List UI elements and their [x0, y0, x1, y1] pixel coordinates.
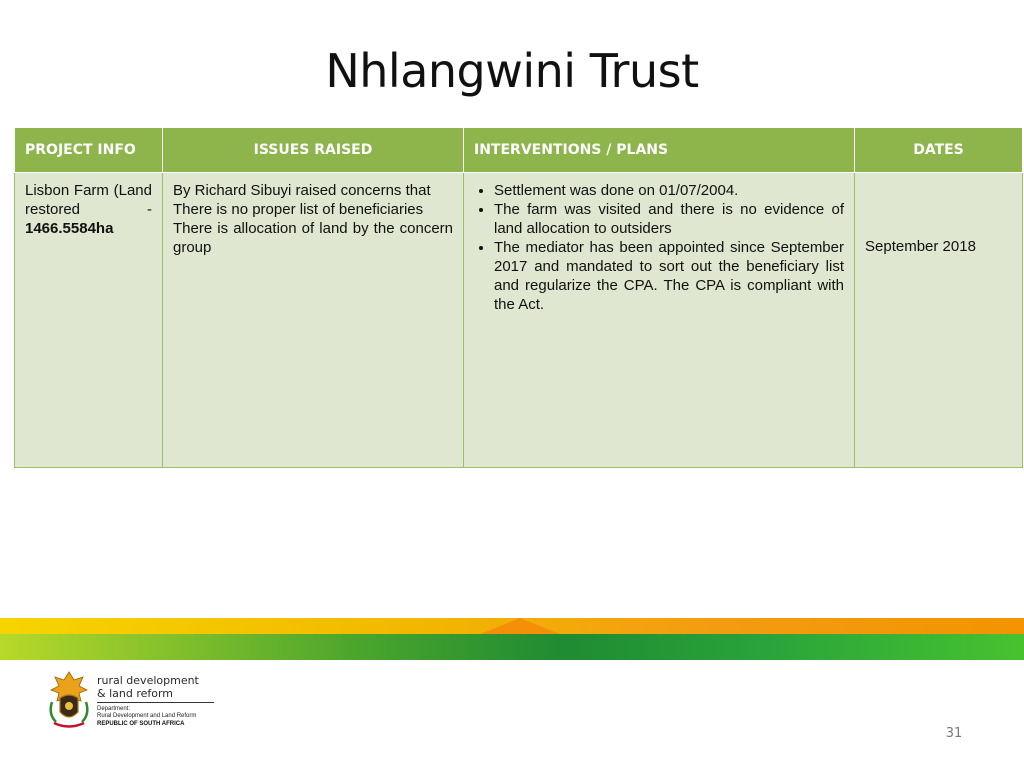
footer-stripe-bottom — [0, 634, 1024, 660]
brand-divider — [97, 702, 214, 703]
list-item: • The farm was visited and there is no evidence of land allocation to outsiders — [494, 200, 844, 238]
cell-dates — [855, 173, 1023, 468]
slide-title: Nhlangwini Trust — [325, 44, 699, 98]
page-number: 31 — [945, 726, 963, 741]
header-issues-raised: ISSUES RAISED — [163, 128, 464, 173]
cell-issues-raised — [163, 173, 464, 468]
interventions-list — [474, 181, 844, 314]
department-label: Department: — [97, 706, 131, 712]
issue-line: By Richard Sibuyi raised concerns that — [173, 182, 431, 199]
table-header-row — [15, 128, 1023, 173]
department-brand — [97, 674, 217, 728]
footer-stripe-notch — [480, 618, 560, 634]
brand-line-1: rural development — [97, 674, 199, 687]
project-table — [14, 127, 1023, 468]
list-item: • Settlement was done on 01/07/2004. — [494, 181, 844, 200]
date-value: September 2018 — [865, 238, 976, 255]
country-name: REPUBLIC OF SOUTH AFRICA — [97, 721, 185, 727]
header-project-info: PROJECT INFO — [15, 128, 163, 173]
issue-line: There is allocation of land by the concern group — [173, 220, 453, 256]
cell-interventions — [464, 173, 855, 468]
department-name: Rural Development and Land Reform — [97, 713, 197, 719]
project-info-text: Lisbon Farm (Land restored - — [25, 182, 152, 218]
cell-project-info — [15, 173, 163, 468]
project-info-area: 1466.5584ha — [25, 220, 114, 237]
brand-line-2: & land reform — [97, 687, 174, 700]
coat-of-arms-icon — [46, 668, 92, 730]
header-interventions: INTERVENTIONS / PLANS — [464, 128, 855, 173]
list-item: • The mediator has been appointed since September 2017 and mandated to sort out the beneficiary list and regularize the CPA. The CPA is compliant with the Act. — [494, 238, 844, 314]
table-row — [15, 173, 1023, 468]
issue-line: There is no proper list of beneficiaries — [173, 201, 424, 218]
header-dates: DATES — [855, 128, 1023, 173]
